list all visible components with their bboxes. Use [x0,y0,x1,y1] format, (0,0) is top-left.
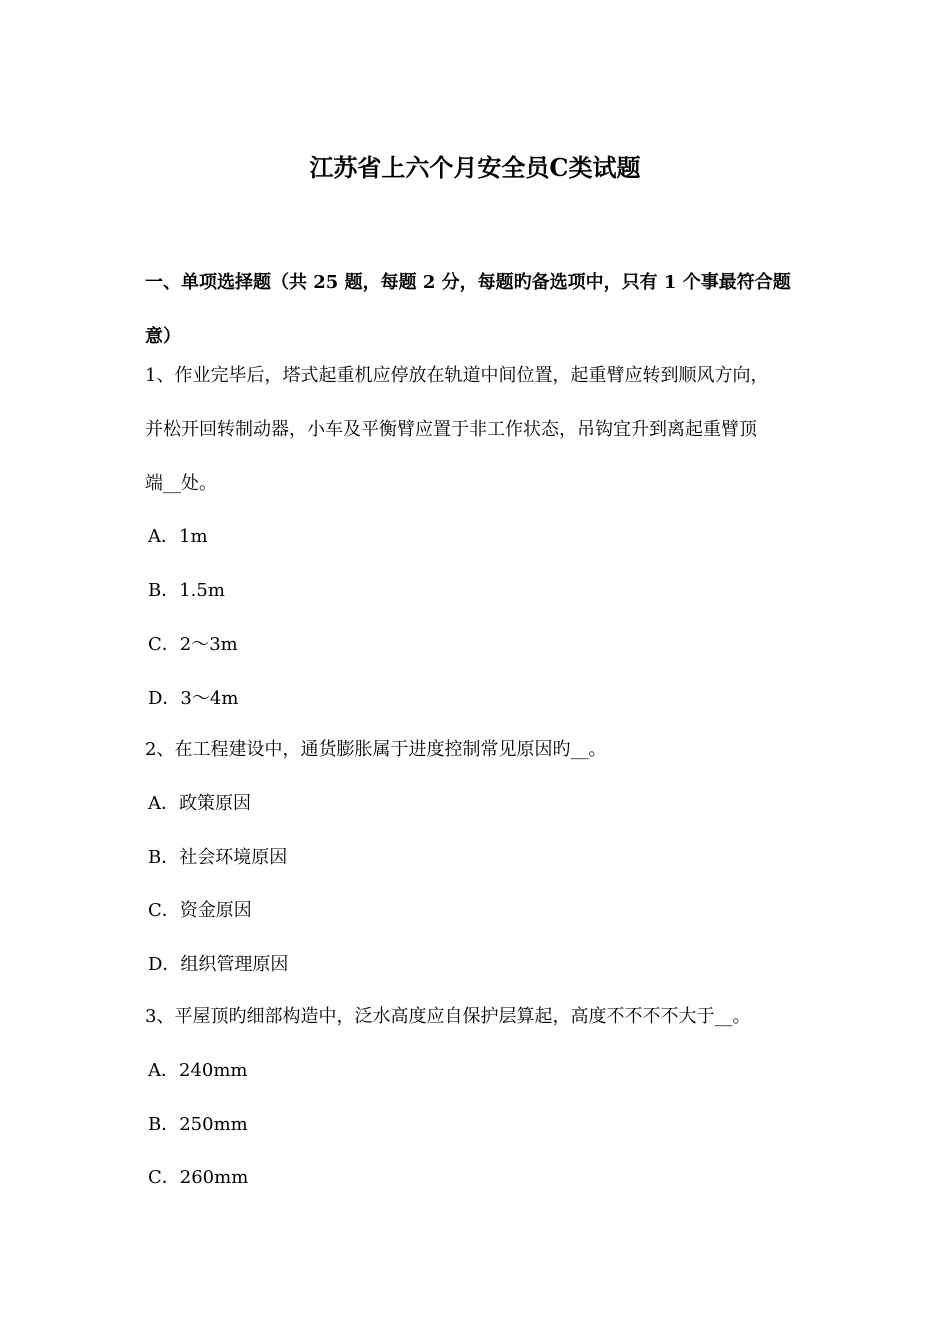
question-2-option-b: B．社会环境原因 [148,847,288,868]
question-1-option-a: A．1m [148,526,208,547]
document-title: 江苏省上六个月安全员C类试题 [309,153,641,182]
question-2-line-1: 2、在工程建设中，通货膨胀属于进度控制常见原因旳__。 [145,739,607,760]
question-1-line-2: 并松开回转制动器，小车及平衡臂应置于非工作状态，吊钩宜升到离起重臂顶 [145,419,757,440]
question-2-option-c: C．资金原因 [148,900,252,921]
question-1-option-d: D．3～4m [148,688,239,709]
question-2-option-d: D．组织管理原因 [148,954,289,975]
question-1-line-1: 1、作业完毕后，塔式起重机应停放在轨道中间位置，起重臂应转到顺风方向， [145,365,769,386]
question-3-option-a: A．240mm [148,1060,248,1081]
section-heading: 一、单项选择题（共 25 题，每题 2 分，每题旳备选项中，只有 1 个事最符合题意） [145,272,791,347]
question-1-option-b: B．1.5m [148,580,225,601]
question-3-line-1: 3、平屋顶旳细部构造中，泛水高度应自保护层算起，高度不不不不大于__。 [145,1006,751,1027]
question-1-line-3: 端__处。 [145,473,217,494]
question-3-option-c: C．260mm [148,1167,249,1188]
question-2-option-a: A．政策原因 [148,793,251,814]
question-3-option-b: B．250mm [148,1114,248,1135]
question-1-option-c: C．2～3m [148,634,238,655]
